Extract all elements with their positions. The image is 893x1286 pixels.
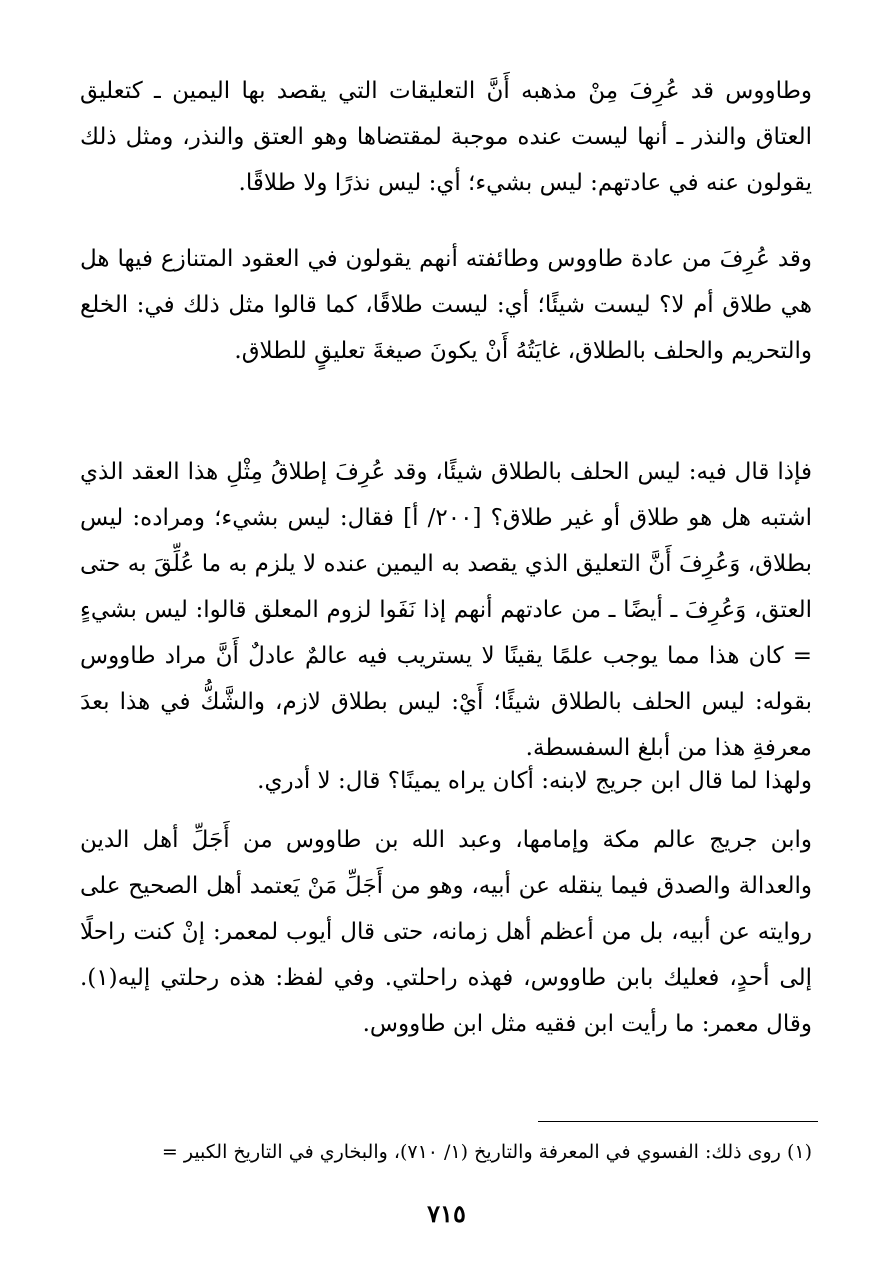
paragraph-1: وطاووس قد عُرِفَ مِنْ مذهبه أَنَّ التعليقات التي يقصد بها اليمين ـ كتعليق العتاق والنذر ـ أنها ليست عنده موجبة لمقتضاها وهو العتق والنذر، ومثل ذلك يقولون عنه في عادتهم: ليس بشيء؛ أي: ليس نذرًا ولا طلاقًا. <box>80 78 812 196</box>
paragraph-3: فإذا قال فيه: ليس الحلف بالطلاق شيئًا، وقد عُرِفَ إطلاقُ مِثْلِ هذا العقد الذي اشتبه هل هو طلاق أو غير طلاق؟ [٢٠٠/ أ] فقال: ليس بشيء؛ ومراده: ليس بطلاق، وَعُرِفَ أَنَّ التعليق الذي يقصد به اليمين عنده لا يلزم به ما عُلِّقَ به حتى العتق، وَعُرِفَ ـ أيضًا ـ من عادتهم أنهم إذا نَفَوا لزوم المعلق قالوا: ليس بشيءٍ = كان هذا مما يوجب علمًا يقينًا لا يستريب فيه عالمٌ عادلٌ أَنَّ مراد طاووس بقوله: ليس الحلف بالطلاق شيئًا؛ أَيْ: ليس بطلاق لازم، والشَّكُّ في هذا بعدَ معرفةِ هذا من أبلغ السفسطة. <box>80 459 812 761</box>
page-number: ٧١٥ <box>427 1199 466 1228</box>
paragraph-4: ولهذا لما قال ابن جريج لابنه: أكان يراه يمينًا؟ قال: لا أدري. <box>257 768 812 794</box>
footnote: (١) روى ذلك: الفسوي في المعرفة والتاريخ (١/ ٧١٠)، والبخاري في التاريخ الكبير = <box>161 1141 812 1163</box>
paragraph-2: وقد عُرِفَ من عادة طاووس وطائفته أنهم يقولون في العقود المتنازع فيها هل هي طلاق أم لا؟ ليست شيئًا؛ أي: ليست طلاقًا، كما قالوا مثل ذلك في: الخلع والتحريم والحلف بالطلاق، غايَتُهُ أَنْ يكونَ صيغةَ تعليقٍ للطلاق. <box>80 246 812 364</box>
paragraph-5: وابن جريج عالم مكة وإمامها، وعبد الله بن طاووس من أَجَلِّ أهل الدين والعدالة والصدق فيما ينقله عن أبيه، وهو من أَجَلِّ مَنْ يَعتمد أهل الصحيح على روايته عن أبيه، بل من أعظم أهل زمانه، حتى قال أيوب لمعمر: إنْ كنت راحلًا إلى أحدٍ، فعليك بابن طاووس، فهذه راحلتي. وفي لفظ: هذه رحلتي إليه(١). وقال معمر: ما رأيت ابن فقيه مثل ابن طاووس. <box>80 827 812 1037</box>
footnote-separator <box>538 1121 818 1122</box>
